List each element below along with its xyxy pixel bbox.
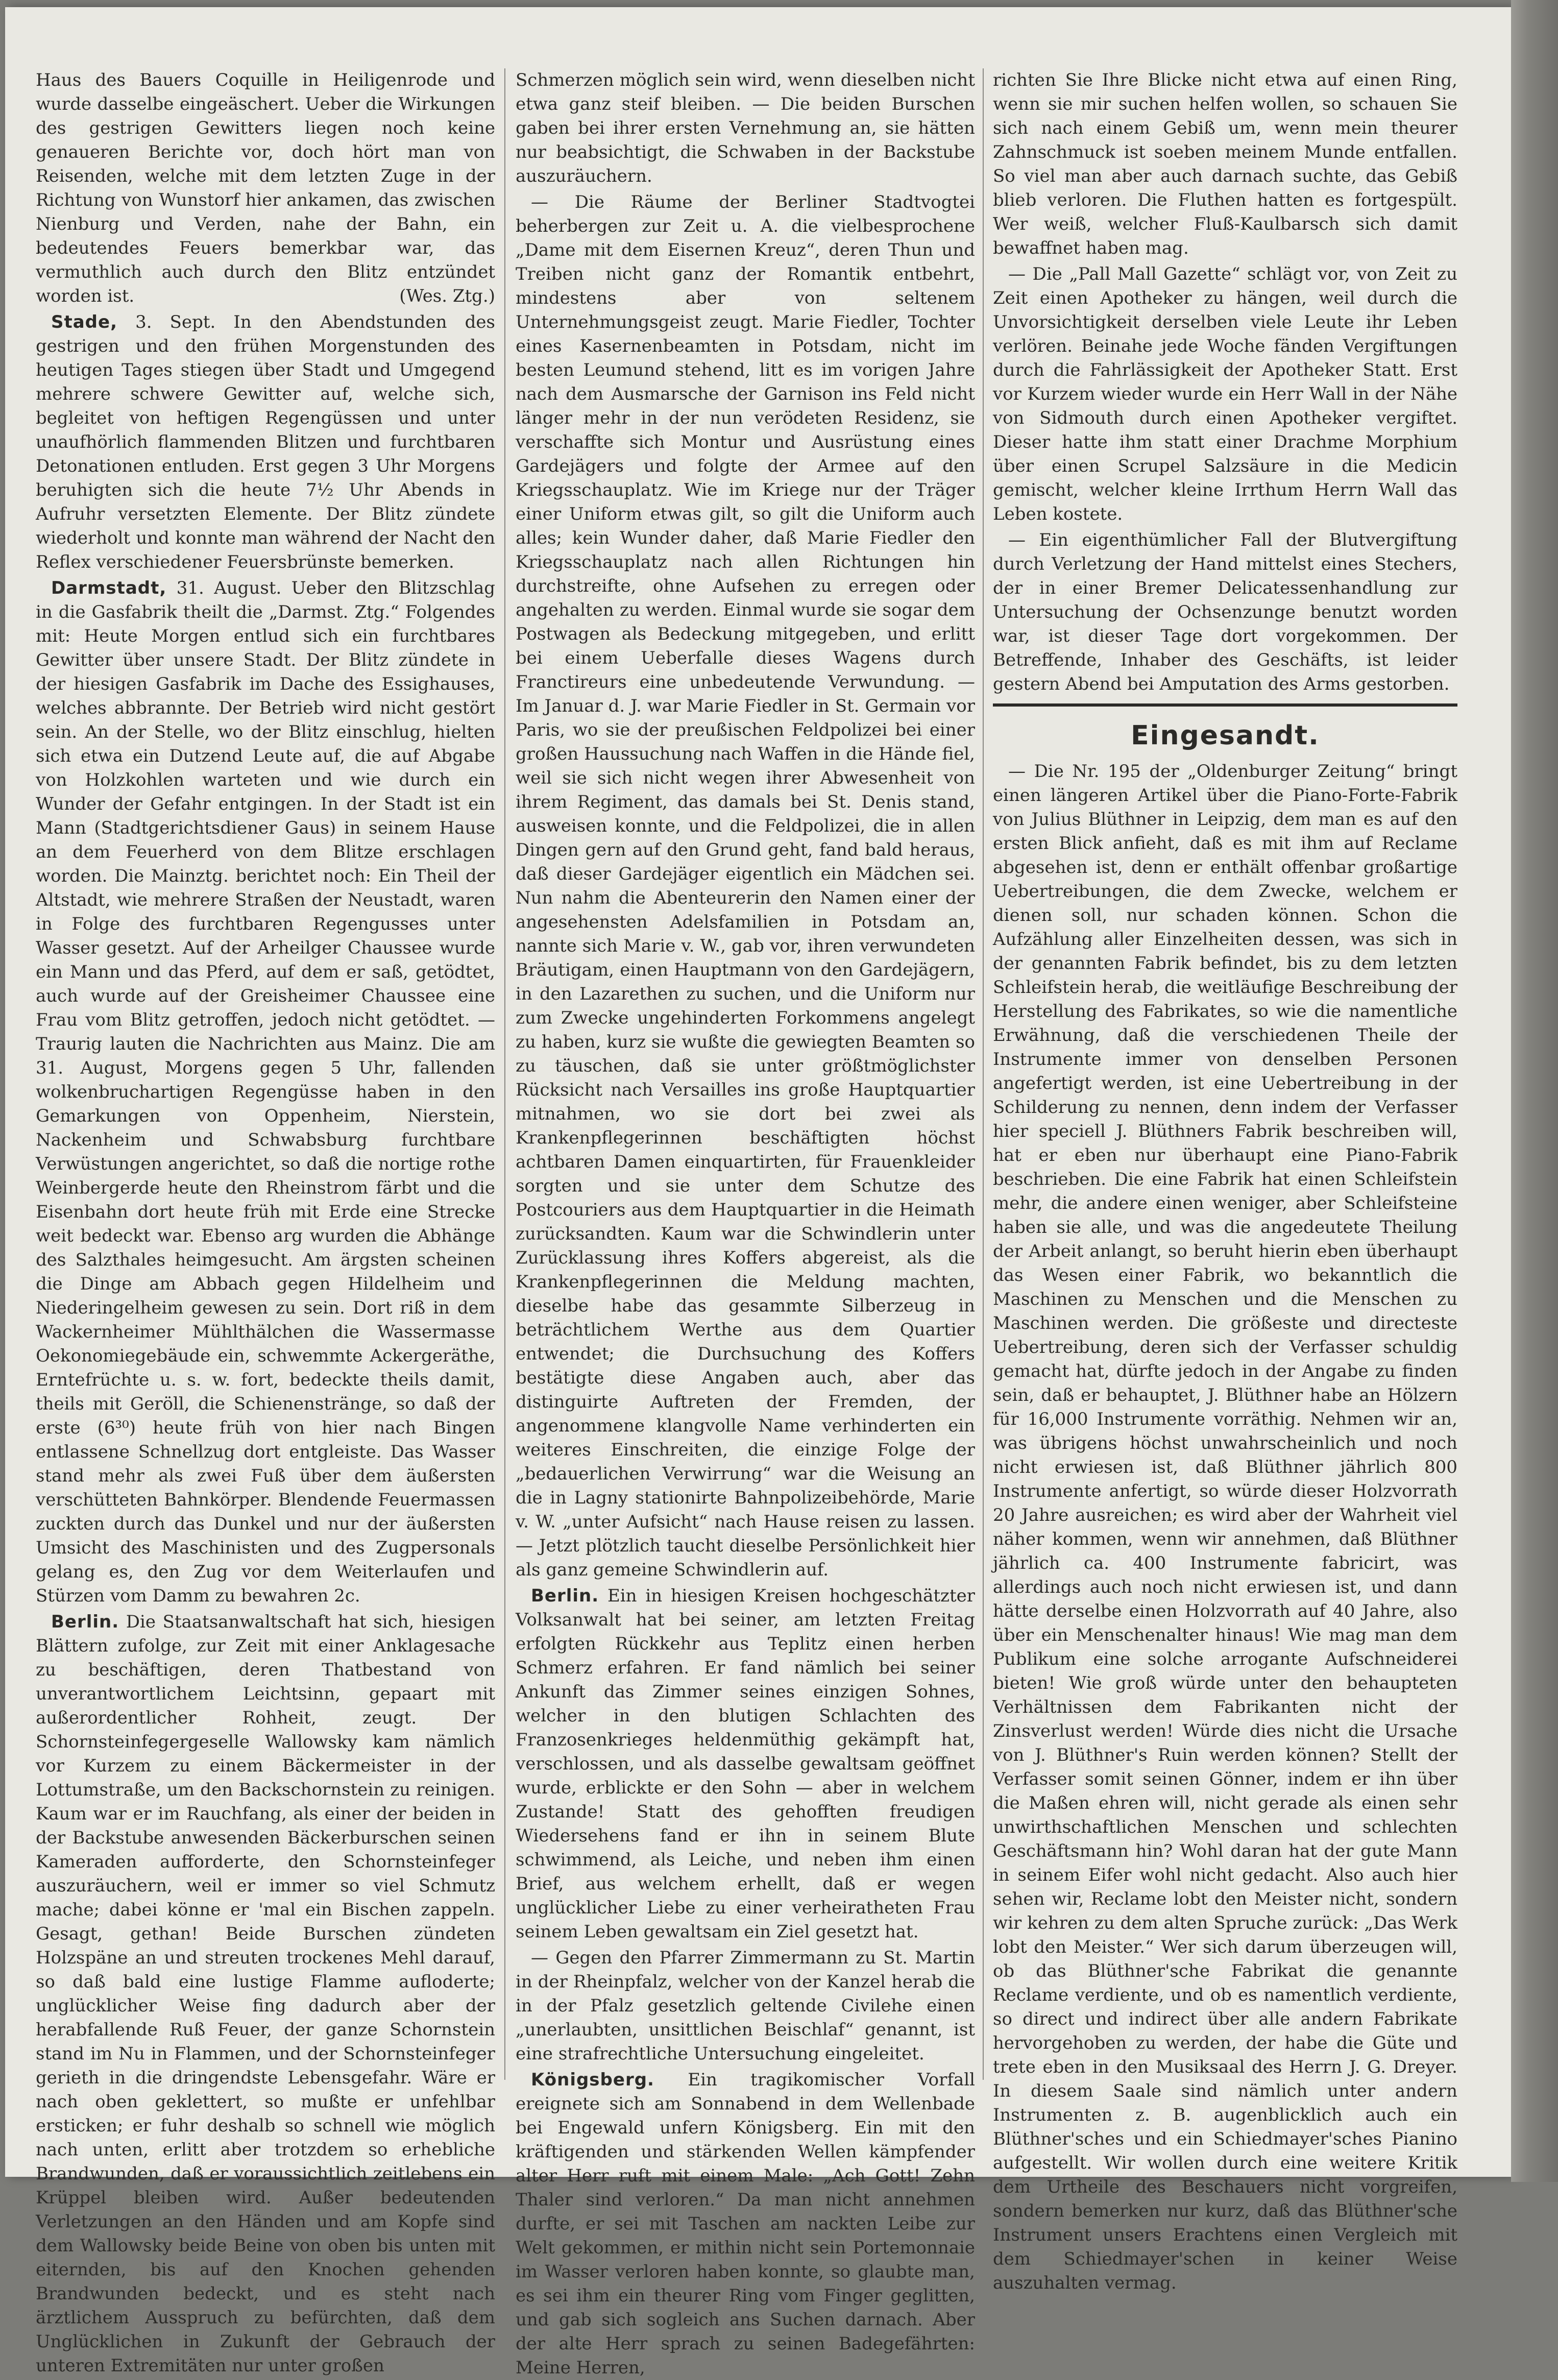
section-title: Eingesandt. [1131,720,1320,751]
article-text: — Die Nr. 195 der „Oldenburger Zeitung“ bringt einen längeren Artikel über die Piano-Forte-Fabrik von Julius Blüthner in Leipzig, dem man es auf den ersten Blick anfieht, daß es mit ihm auf Reclame abgesehen ist, denn er enthält offenbar großartige Uebertreibungen, die dem Zwecke, welchem er dienen soll, nur schaden können. Schon die Aufzählung aller Einzelheiten dessen, was sich in der genannten Fabrik befindet, bis zu dem letzten Schleifstein herab, die weitläufige Beschreibung der Herstellung des Fabrikates, so wie die namentliche Erwähnung, daß die verschiedenen Theile der Instrumente immer von denselben Personen angefertigt werden, ist eine Uebertreibung in der Schilderung zu nennen, denn indem der Verfasser hier speciell J. Blüthners Fabrik beschreiben will, hat er eben nur überhaupt eine Piano-Fabrik beschrieben. Die eine Fabrik hat einen Schleifstein mehr, die andere einen weniger, aber Schleifsteine haben sie alle, und was die angedeutete Theilung der Arbeit anlangt, so beruht hierin eben überhaupt das Wesen einer Fabrik, wo bekanntlich die Maschinen zu Menschen und die Menschen zu Maschinen werden. Die größeste und directeste Uebertreibung, deren sich der Verfasser schuldig gemacht hat, dürfte jedoch in der Angabe zu finden sein, daß er behauptet, J. Blüthner habe an Hölzern für 16,000 Instrumente vorräthig. Nehmen wir an, was übrigens höchst unwahrscheinlich und noch nicht erwiesen ist, daß Blüthner jährlich 800 Instrumente anfertigt, so würde dieser Holzvorrath 20 Jahre ausreichen; es wird aber der Wahrheit viel näher kommen, wenn wir annehmen, daß Blüthner jährlich ca. 400 Instrumente fabricirt, was allerdings auch noch nicht erwiesen ist, und dann hätte derselbe einen Holzvorrath auf 40 Jahre, also über ein Menschenalter hinaus! Wie mag man dem Publikum eine solche arrogante Aufschneiderei bieten! Wie groß würde unter den behaupteten Verhältnissen dem Fabrikanten nicht der Zinsverlust werden! Würde dies nicht die Ursache von J. Blüthner's Ruin werden können? Stellt der Verfasser somit seinen Gönner, indem er ihn über die Maßen ehren will, nicht gerade als einen sehr unwirthschaftlichen Menschen und schlechten Geschäftsmann hin? Wohl daran hat der gute Mann in seinem Eifer wohl nicht gedacht. Also auch hier sehen wir, Reclame lobt den Meister nicht, sondern wir kehren zu dem alten Spruche zurück: „Das Werk lobt den Meister.“ Wer sich darum überzeugen will, ob das Blüthner'sche Fabrikat die genannte Reclame verdiente, und ob es namentlich verdiente, so direct und indirect über alle andern Fabrikate hervorgehoben zu werden, der habe die Güte und trete eben in den Musiksaal des Herrn J. G. Dreyer. In diesem Saale sind nämlich unter andern Instrumenten z. B. augenblicklich auch ein Blüthner'sches und ein Schiedmayer'sches Pianino aufgestellt. Wir wollen durch eine weitere Kritik dem Urtheile des Beschauers nicht vorgreifen, sondern bemerken nur kurz, daß das Blüthner'sche Instrument unsers Erachtens einen Vergleich mit dem Schiedmayer'schen in keiner Weise auszuhalten vermag. [993,761,1457,2293]
article-text: Haus des Bauers Coquille in Heiligenrode und wurde dasselbe eingeäschert. Ueber die Wirkungen des gestrigen Gewitters liegen noch keine genaueren Berichte vor, doch hört man von Reisenden, welche mit dem letzten Zuge in der Richtung von Wunstorf hier ankamen, das zwischen Nienburg und Verden, nahe der Bahn, ein bedeutendes Feuers bemerkbar war, das vermuthlich auch durch den Blitz entzündet worden ist. [36,70,495,306]
column-divider [983,68,984,2080]
article-text: 31. August. Ueber den Blitzschlag in die Gasfabrik theilt die „Darmst. Ztg.“ Folgendes mit: Heute Morgen entlud sich ein furchtbares Gewitter über unsere Stadt. Der Blitz zündete in der hiesigen Gasfabrik im Dache des Essighauses, welches abbrannte. Der Betrieb wird nicht gestört sein. An der Stelle, wo der Blitz einschlug, hielten sich etwa ein Dutzend Leute auf, die auf Abgabe von Holzkohlen warteten und wie durch ein Wunder der Gefahr entgingen. In der Stadt ist ein Mann (Stadtgerichtsdiener Gaus) in seinem Hause an dem Feuerherd von dem Blitze erschlagen worden. Die Mainztg. berichtet noch: Ein Theil der Altstadt, wie mehrere Straßen der Neustadt, waren in Folge des furchtbaren Regengusses unter Wasser gesetzt. Auf der Arheilger Chaussee wurde ein Mann und das Pferd, auf dem er saß, getödtet, auch wurde auf der Greisheimer Chaussee eine Frau vom Blitz getroffen, jedoch nicht getödtet. — Traurig lauten die Nachrichten aus Mainz. Die am 31. August, Morgens gegen 5 Uhr, fallenden wolkenbruchartigen Regengüsse haben in den Gemarkungen von Oppenheim, Nierstein, Nackenheim und Schwabsburg furchtbare Verwüstungen angerichtet, so daß die nortige rothe Weinbergerde heute den Rheinstrom färbt und die Eisenbahn dort heute früh mit Erde eine Strecke weit bedeckt war. Ebenso arg wurden die Abhänge des Salzthales heimgesucht. Am ärgsten scheinen die Dinge am Abbach gegen Hildelheim und Niederingelheim gewesen zu sein. Dort riß in dem Wackernheimer Mühlthälchen die Wassermasse Oekonomiegebäude ein, schwemmte Ackergeräthe, Erntefrüchte u. s. w. fort, bedeckte theils damit, theils mit Geröll, die Schienenstränge, so daß der erste (6³⁰) heute früh von hier nach Bingen entlassene Schnellzug dort entgleiste. Das Wasser stand mehr als zwei Fuß über dem äußersten verschütteten Bahnkörper. Blendende Feuermassen zuckten durch das Dunkel und nur der äußersten Umsicht des Maschinisten und des Zugpersonals gelang es, den Zug vor dem Weiterlaufen und Stürzen vom Damm zu bewahren 2c. [36,578,496,1606]
column-1 [36,68,496,2376]
article-text: Ein tragikomischer Vorfall ereignete sich am Sonnabend in dem Wellenbade bei Engewald unfern Königsberg. Ein mit den kräftigenden und stärkenden Wellen kämpfender alter Herr ruft mit einem Male: „Ach Gott! Zehn Thaler sind verloren.“ Da man nicht annehmen durfte, er sei mit Taschen am nackten Leibe zur Welt gekommen, er mithin nicht sein Portemonnaie im Wasser verloren haben konnte, so glaubte man, es sei ihm ein theurer Ring vom Finger geglitten, und gab sich sogleich ans Suchen darnach. Aber der alte Herr sprach zu seinen Badegefährten: Meine Herren, [516,2070,975,2378]
column-divider [504,68,505,2080]
article-darmstadt [36,576,495,1608]
article-text: — Die Räume der Berliner Stadtvogtei beherbergen zur Zeit u. A. die vielbesprochene „Dame mit dem Eisernen Kreuz“, deren Thun und Treiben nicht ganz der Romantik entbehrt, mindestens aber von seltenem Unternehmungsgeist zeugt. Marie Fiedler, Tochter eines Kasernenbeamten in Potsdam, nicht im besten Leumund stehend, litt es im vorigen Jahre nach dem Ausmarsche der Garnison ins Feld nicht länger mehr in der nun verödeten Residenz, sie verschaffte sich Montur und Ausrüstung eines Gardejägers und folgte der Armee auf den Kriegsschauplatz. Wie im Kriege nur der Träger einer Uniform etwas gilt, so gilt die Uniform auch alles; kein Wunder daher, daß Marie Fiedler den Kriegsschauplatz nach allen Richtungen hin durchstreifte, ohne Aufsehen zu erregen oder angehalten zu werden. Einmal wurde sie sogar dem Postwagen als Bedeckung mitgegeben, und erlitt bei einem Ueberfalle dieses Wagens durch Franctireurs eine unbedeutende Verwundung. — Im Januar d. J. war Marie Fiedler in St. Germain vor Paris, wo sie der preußischen Feldpolizei bei einer großen Haussuchung nach Waffen in die Hände fiel, weil sie sich nicht wegen ihrer Abwesenheit von ihrem Regiment, das damals bei St. Denis stand, ausweisen konnte, und die Feldpolizei, die in allen Dingen gern auf den Grund geht, fand bald heraus, daß dieser Gardejäger eigentlich ein Mädchen sei. Nun nahm die Abenteurerin den Namen einer der angesehensten Adelsfamilien in Potsdam an, nannte sich Marie v. W., gab vor, ihren verwundeten Bräutigam, einen Hauptmann von den Gardejägern, in den Lazarethen zu suchen, und die Uniform nur zum Zwecke ungehinderten Forkommens angelegt zu haben, kurz sie wußte die gewiegten Beamten so zu täuschen, daß sie unter größtmöglichster Rücksicht nach Versailles ins große Hauptquartier mitnahmen, wo sie dort bei zwei als Krankenpflegerinnen beschäftigten höchst achtbaren Damen einquartirten, für Frauenkleider sorgten und sie unter dem Schutze des Postcouriers aus dem Hauptquartier in die Heimath zurücksandten. Kaum war die Schwindlerin unter Zurücklassung ihres Koffers abgereist, als die Krankenpflegerinnen die Meldung machten, dieselbe habe das gesammte Silberzeug in beträchtlichem Werthe aus dem Quartier entwendet; die Durchsuchung des Koffers bestätigte diese Angaben auch, aber das distinguirte Auftreten der Fremden, der angenommene klangvolle Name verhinderten ein weiteres Einschreiten, die einzige Folge der „bedauerlichen Verwirrung“ war die Weisung an die in Lagny stationirte Bahnpolizeibehörde, Marie v. W. „unter Aufsicht“ nach Hause reisen zu lassen. — Jetzt plötzlich taucht dieselbe Persönlichkeit hier als ganz gemeine Schwindlerin auf. [516,192,975,1580]
newspaper-page [5,7,1511,2378]
page-edge-shadow [1511,0,1558,2182]
article-blutvergiftung [993,528,1457,696]
article-heiligenrode [36,68,495,308]
article-text: — Ein eigenthümlicher Fall der Blutvergiftung durch Verletzung der Hand mittelst eines Stechers, der in einer Bremer Delicatessenhandlung zur Untersuchung der Ochsenzunge benutzt worden war, ist dieser Tage dort vorgekommen. Der Betreffende, Inhaber des Geschäfts, ist leider gestern Abend bei Amputation des Arms gestorben. [993,530,1457,694]
section-divider [993,703,1457,707]
article-dateline: Darmstadt, [51,578,167,598]
article-dateline: Berlin. [51,1612,119,1632]
article-pall-mall [993,262,1457,526]
article-dateline: Königsberg. [531,2070,654,2090]
article-text: — Gegen den Pfarrer Zimmermann zu St. Martin in der Rheinpfalz, welcher von der Kanzel herab die in der Pfalz gesetzlich geltende Civilehe einen „unerlaubten, unsittlichen Beischlaf“ genannt, ist eine strafrechtliche Untersuchung eingeleitet. [516,1948,975,2064]
article-continuation [516,68,975,188]
article-berlin-volksanwalt [516,1584,975,1944]
article-dateline: Berlin. [531,1586,599,1606]
column-3 [993,68,1457,2293]
article-source: (Wes. Ztg.) [399,286,495,306]
article-pfarrer-zimmermann [516,1946,975,2066]
article-text: richten Sie Ihre Blicke nicht etwa auf einen Ring, wenn sie mir suchen helfen wollen, so schauen Sie sich nach einem Gebiß um, wenn mein theurer Zahnschmuck ist soeben meinem Munde entfallen. So viel man aber auch darnach suchte, das Gebiß blieb verloren. Die Fluthen hatten es fortgespült. Wer weiß, welcher Fluß-Kaulbarsch sich damit bewaffnet haben mag. [993,70,1457,258]
article-koenigsberg [516,2068,975,2380]
article-text: Schmerzen möglich sein wird, wenn dieselben nicht etwa ganz steif bleiben. — Die beiden Burschen gaben bei ihrer ersten Vernehmung an, sie hätten nur beabsichtigt, die Schwaben in der Backstube auszuräuchern. [516,70,975,186]
article-text: Ein in hiesigen Kreisen hochgeschätzter Volksanwalt hat bei seiner, am letzten Freitag erfolgten Rückkehr aus Teplitz einen herben Schmerz erfahren. Er fand nämlich bei seiner Ankunft das Zimmer seines einzigen Sohnes, welcher in den blutigen Schlachten des Franzosenkrieges heldenmüthig gekämpft hat, verschlossen, und als dasselbe gewaltsam geöffnet wurde, erblickte er den Sohn — aber in welchem Zustande! Statt des gehofften freudigen Wiedersehens fand er ihn in seinem Blute schwimmend, als Leiche, und neben ihm einen Brief, aus welchem erhellt, daß er wegen unglücklicher Liebe zu einer verheiratheten Frau seinem Leben gewaltsam ein Ziel gesetzt hat. [516,1586,975,1942]
article-text: 3. Sept. In den Abendstunden des gestrigen und den frühen Morgenstunden des heutigen Tages stiegen über Stadt und Umgegend mehrere schwere Gewitter auf, welche sich, begleitet von heftigen Regengüssen und unter unaufhörlich flammenden Blitzen und furchtbaren Detonationen entluden. Erst gegen 3 Uhr Morgens beruhigten sich die heute 7½ Uhr Abends in Aufruhr versetzten Elemente. Der Blitz zündete wiederholt und konnte man während der Nacht den Reflex verschiedener Feuersbrünste bemerken. [36,312,495,572]
column-2 [516,68,975,2378]
article-dateline: Stade, [51,312,117,332]
article-continuation [993,68,1457,260]
article-berlin-schornstein [36,1610,495,2378]
article-stadtvogtei [516,190,975,1582]
article-text: — Die „Pall Mall Gazette“ schlägt vor, von Zeit zu Zeit einen Apotheker zu hängen, weil durch die Unvorsichtigkeit derselben viele Leute ihr Leben verlören. Beinahe jede Woche fänden Vergiftungen durch die Fahrlässigkeit der Apotheker Statt. Erst vor Kurzem wieder wurde ein Herr Wall in der Nähe von Sidmouth durch einen Apotheker vergiftet. Dieser hatte ihm statt einer Drachme Morphium über einen Scrupel Salzsäure in die Medicin gemischt, welcher kleine Irrthum Herrn Wall das Leben kostete. [993,264,1457,524]
article-stade [36,310,495,574]
article-eingesandt [993,760,1457,2295]
article-text: Die Staatsanwaltschaft hat sich, hiesigen Blättern zufolge, zur Zeit mit einer Anklagesache zu beschäftigen, deren Thatbestand von unverantwortlichem Leichtsinn, gepaart mit außerordentlicher Rohheit, zeugt. Der Schornsteinfegergeselle Wallowsky kam nämlich vor Kurzem zu einem Bäckermeister in der Lottumstraße, um den Backschornstein zu reinigen. Kaum war er im Rauchfang, als einer der beiden in der Backstube anwesenden Bäckerburschen seinen Kameraden aufforderte, den Schornsteinfeger auszuräuchern, weil er immer so viel Schmutz mache; dabei könne er 'mal ein Bischen zappeln. Gesagt, gethan! Beide Burschen zündeten Holzspäne an und streuten trockenes Mehl darauf, so daß bald eine lustige Flamme aufloderte; unglücklicher Weise fing dadurch aber der herabfallende Ruß Feuer, der ganze Schornstein stand im Nu in Flammen, und der Schornsteinfeger gerieth in die dringendste Lebensgefahr. Wäre er nach oben geklettert, so mußte er unfehlbar ersticken; er fuhr deshalb so schnell wie möglich nach unten, erlitt aber trotzdem so erhebliche Brandwunden, daß er voraussichtlich zeitlebens ein Krüppel bleiben wird. Außer bedeutenden Verletzungen an den Händen und am Kopfe sind dem Wallowsky beide Beine von oben bis unten mit eiternden, bis auf den Knochen gehenden Brandwunden bedeckt, und es steht nach ärztlichem Ausspruch zu befürchten, daß dem Unglücklichen in Zukunft der Gebrauch der unteren Extremitäten nur unter großen [36,1612,495,2376]
